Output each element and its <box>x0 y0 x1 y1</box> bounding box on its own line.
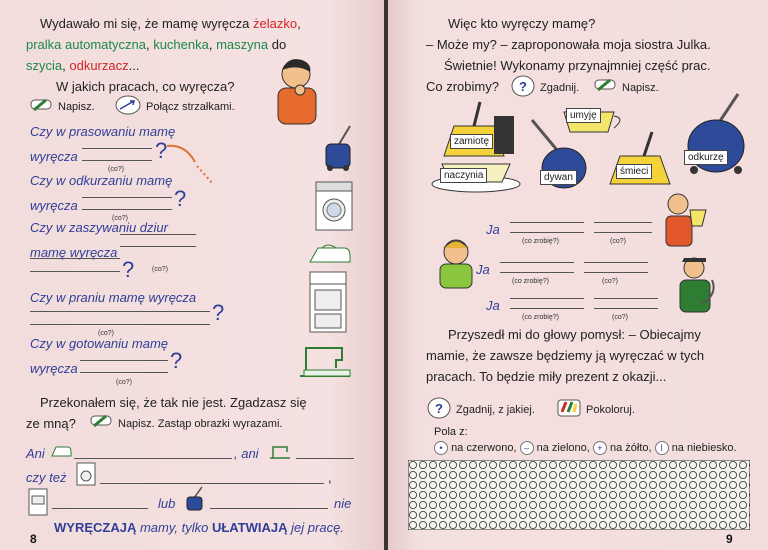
hint-what: (co?) <box>116 379 132 386</box>
answer-line[interactable] <box>500 272 574 273</box>
answer-line[interactable] <box>80 372 168 373</box>
question-sewing-2: mamę wyręcza <box>30 245 118 260</box>
answer-line[interactable] <box>584 272 648 273</box>
crayons-icon <box>556 396 582 418</box>
hint-what: (co?) <box>602 278 618 285</box>
answer-line[interactable] <box>82 209 172 210</box>
answer-line[interactable] <box>30 271 120 272</box>
ja-3: Ja <box>486 298 500 313</box>
intro-line-1 <box>40 16 301 32</box>
word-szycia: szycia <box>26 58 63 73</box>
answer-line[interactable] <box>594 308 658 309</box>
girl-icon <box>434 236 480 292</box>
coloring-puzzle[interactable] <box>408 460 750 530</box>
label-zamiote[interactable]: zamiotę <box>450 134 493 149</box>
answer-line[interactable] <box>80 360 168 361</box>
punct: , <box>145 37 154 52</box>
boy-with-vacuum-icon <box>672 254 720 316</box>
dustpan-brush-icon <box>434 96 524 166</box>
hint-do: (co zrobię?) <box>512 278 549 285</box>
punct: , <box>297 16 301 31</box>
hint-what: (co?) <box>152 266 168 273</box>
question-vacuuming-2: wyręcza <box>30 198 78 213</box>
legend-yellow: na żółto, <box>609 442 652 454</box>
right-page <box>388 0 768 550</box>
label-smieci[interactable]: śmieci <box>616 164 652 179</box>
answer-line[interactable] <box>82 148 152 149</box>
hint-what: (co?) <box>112 215 128 222</box>
answer-line[interactable] <box>30 324 210 325</box>
answer-line[interactable] <box>594 222 652 223</box>
legend-dash-symbol: – <box>520 441 534 455</box>
word-ulatwiaja: UŁATWIAJĄ <box>211 520 288 535</box>
hint-what: (co?) <box>108 166 124 173</box>
right-para2-line-1: Przyszedł mi do głowy pomysł: – Obiecajmy <box>448 327 701 342</box>
instruction-color: Pokoloruj. <box>586 404 635 416</box>
fill-czy-tez: czy też <box>26 470 67 485</box>
word-maszyna: maszyna <box>216 37 269 52</box>
question-mark: ? <box>212 300 225 325</box>
question-mark: ? <box>155 138 168 163</box>
question-washing: Czy w praniu mamę wyręcza <box>30 290 197 305</box>
vacuum-cleaner-icon <box>184 486 206 512</box>
legend-line-symbol: l <box>655 441 669 455</box>
dustpan-icon <box>604 128 688 194</box>
question-sewing: Czy w zaszywaniu dziur <box>30 220 168 235</box>
pencil-icon <box>88 412 114 430</box>
answer-line[interactable] <box>120 246 196 247</box>
pencil-icon <box>28 96 54 114</box>
question-ironing: Czy w prasowaniu mamę <box>30 124 176 139</box>
question-cooking: Czy w gotowaniu mamę <box>30 336 168 351</box>
final-sentence <box>54 520 344 536</box>
boy-with-cup-icon <box>660 190 710 250</box>
hint-what: (co?) <box>610 238 626 245</box>
sewing-machine-icon <box>268 444 292 460</box>
iron-icon <box>306 242 352 266</box>
instruction-write: Napisz. <box>58 101 95 113</box>
intro-question: W jakich pracach, co wyręcza? <box>56 79 235 94</box>
fill-lub: lub <box>158 496 176 511</box>
label-umyje[interactable]: umyję <box>566 108 601 123</box>
hint-what: (co?) <box>612 314 628 321</box>
label-dywan[interactable]: dywan <box>540 170 577 185</box>
fill-nie: nie <box>334 496 352 511</box>
word-kuchenka: kuchenka <box>153 37 209 52</box>
right-para2-line-3: pracach. To będzie miły prezent z okazji... <box>426 369 667 384</box>
question-mark: ? <box>122 257 135 282</box>
right-para2-line-2: mamie, że zawsze będziemy ją wyręczać w tych <box>426 348 705 363</box>
connect-arrow <box>165 142 221 188</box>
question-ironing-2: wyręcza <box>30 149 78 164</box>
answer-line[interactable] <box>120 234 196 235</box>
final-text: mamy, tylko <box>136 520 212 535</box>
hint-do: (co zrobię?) <box>522 238 559 245</box>
para2-line-1: Przekonałem się, że tak nie jest. Zgadzasz się <box>40 395 307 410</box>
answer-line[interactable] <box>296 458 354 459</box>
final-text: jej pracę. <box>287 520 344 535</box>
answer-line[interactable] <box>100 483 324 484</box>
answer-line[interactable] <box>30 258 120 259</box>
right-line-2: – Może my? – zaproponowała moja siostra Julka. <box>426 37 711 52</box>
answer-line[interactable] <box>510 222 584 223</box>
answer-line[interactable] <box>594 298 658 299</box>
fill-comma: , <box>328 470 332 485</box>
para2-line-2: ze mną? <box>26 416 76 431</box>
ja-2: Ja <box>476 262 490 277</box>
sewing-machine-icon <box>296 340 354 380</box>
answer-line[interactable] <box>74 458 232 459</box>
answer-line[interactable] <box>510 308 584 309</box>
hint-do: (co zrobię?) <box>522 314 559 321</box>
right-line-3: Świetnie! Wykonamy przynajmniej część prac. <box>444 58 711 73</box>
arrows-icon <box>114 93 142 115</box>
svg-text:?: ? <box>519 79 527 94</box>
page-number: 8 <box>30 532 37 546</box>
answer-line[interactable] <box>594 232 652 233</box>
word-zelazko: żelazko <box>253 16 298 31</box>
washing-machine-icon <box>76 462 96 486</box>
label-naczynia[interactable]: naczynia <box>440 168 487 183</box>
answer-line[interactable] <box>500 262 574 263</box>
instruction-guess-which: Zgadnij, z jakiej. <box>456 404 535 416</box>
right-line-1: Więc kto wyręczy mamę? <box>448 16 596 31</box>
fill-ani-2: , ani <box>234 446 259 461</box>
question-bubble-icon <box>426 396 452 420</box>
fields-title: Pola z: <box>434 426 468 438</box>
punct: , <box>208 37 217 52</box>
answer-line[interactable] <box>210 508 328 509</box>
answer-line[interactable] <box>510 232 584 233</box>
word-wyreczaja: WYRĘCZAJĄ <box>54 520 137 535</box>
stove-icon <box>28 488 48 516</box>
intro-line-3 <box>26 58 139 74</box>
intro-text: do <box>268 37 287 52</box>
pencil-icon <box>592 76 618 94</box>
answer-line[interactable] <box>584 262 648 263</box>
legend-green: na zielono, <box>536 442 590 454</box>
stove-icon <box>308 270 348 334</box>
instruction-write: Napisz. <box>622 82 659 94</box>
answer-line[interactable] <box>82 197 172 198</box>
legend-red: na czerwono, <box>451 442 517 454</box>
answer-line[interactable] <box>510 298 584 299</box>
question-mark: ? <box>174 186 187 211</box>
thinking-boy-icon <box>268 52 328 126</box>
answer-line[interactable] <box>82 160 152 161</box>
hint-what: (co?) <box>98 330 114 337</box>
right-line-4: Co zrobimy? <box>426 79 499 94</box>
word-pralka: pralka automatyczna <box>26 37 146 52</box>
instruction-replace: Napisz. Zastąp obrazki wyrazami. <box>118 418 283 430</box>
intro-text: Wydawało mi się, że mamę wyręcza <box>40 16 253 31</box>
question-cooking-2: wyręcza <box>30 361 78 376</box>
instruction-guess: Zgadnij. <box>540 82 580 94</box>
word-odkurzacz: odkurzacz <box>69 58 129 73</box>
legend-blue: na niebiesko. <box>671 442 737 454</box>
svg-text:?: ? <box>435 401 443 416</box>
question-bubble-icon <box>510 74 536 98</box>
vacuum-cleaner-icon <box>322 124 356 172</box>
legend-plus-symbol: + <box>593 441 607 455</box>
ja-1: Ja <box>486 222 500 237</box>
fill-ani: Ani <box>26 446 45 461</box>
iron-icon <box>50 444 72 458</box>
punct: ... <box>128 58 140 73</box>
answer-line[interactable] <box>52 508 148 509</box>
page-number: 9 <box>726 532 733 546</box>
question-mark: ? <box>170 348 183 373</box>
washing-machine-icon <box>314 180 354 232</box>
instruction-connect: Połącz strzałkami. <box>146 101 235 113</box>
legend-dot-symbol: • <box>434 441 448 455</box>
fields-legend <box>434 440 737 456</box>
question-vacuuming: Czy w odkurzaniu mamę <box>30 173 173 188</box>
answer-line[interactable] <box>30 311 210 312</box>
label-odkurze[interactable]: odkurzę <box>684 150 728 165</box>
intro-line-2 <box>26 37 286 53</box>
punct: , <box>62 58 70 73</box>
